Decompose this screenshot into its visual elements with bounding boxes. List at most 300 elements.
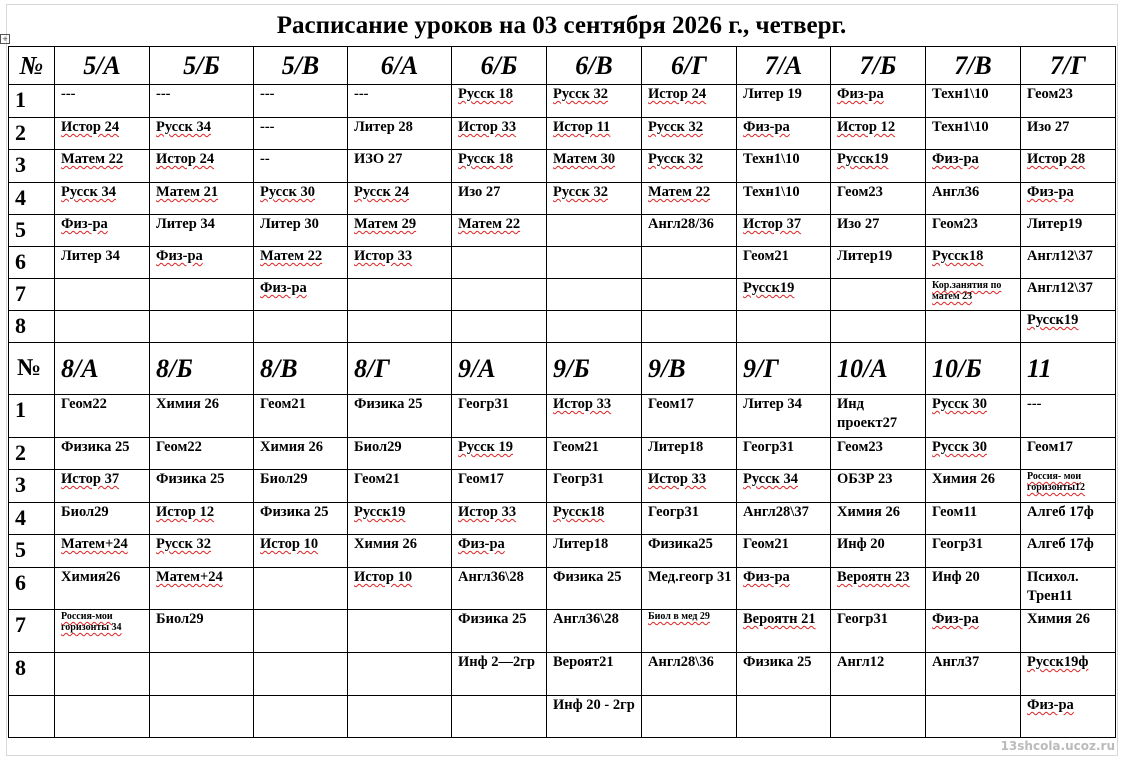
class-header: 9/А <box>452 343 547 395</box>
lesson-cell <box>1021 118 1116 150</box>
lesson-text: Биол29 <box>260 471 308 487</box>
lesson-number: 5 <box>9 535 55 568</box>
lesson-row <box>9 610 1116 653</box>
lesson-cell <box>1021 653 1116 696</box>
lesson-cell <box>150 438 254 470</box>
lesson-cell <box>926 215 1021 247</box>
watermark: 13shcola.ucoz.ru <box>1000 739 1115 753</box>
lesson-row <box>9 215 1116 247</box>
lesson-cell <box>254 279 348 311</box>
lesson-cell <box>737 279 831 311</box>
lesson-text: Физика 25 <box>156 471 225 487</box>
lesson-text: Истор 10 <box>354 569 413 585</box>
lesson-cell <box>452 503 547 535</box>
lesson-number <box>9 696 55 738</box>
lesson-text: Литер 28 <box>354 119 413 135</box>
lesson-text: Истор 28 <box>1027 151 1086 167</box>
lesson-text: Англ28\37 <box>743 504 809 520</box>
lesson-cell <box>55 568 150 610</box>
lesson-text: Истор 37 <box>61 471 120 487</box>
lesson-text: Англ12\37 <box>1027 248 1093 264</box>
lesson-text: Химия 26 <box>837 504 901 520</box>
lesson-text: Матем 22 <box>648 184 711 200</box>
lesson-cell <box>831 150 926 183</box>
lesson-cell <box>254 610 348 653</box>
lesson-cell <box>831 568 926 610</box>
lesson-cell <box>547 696 642 738</box>
lesson-cell <box>831 610 926 653</box>
lesson-text: Матем 30 <box>553 151 616 167</box>
lesson-text: Геогр31 <box>932 536 983 552</box>
lesson-cell <box>642 150 737 183</box>
lesson-text: Техн1\10 <box>932 119 989 135</box>
lesson-text: Истор 33 <box>648 471 707 487</box>
lesson-cell <box>926 568 1021 610</box>
lesson-cell <box>452 395 547 438</box>
lesson-cell <box>737 610 831 653</box>
lesson-text: Физ-ра <box>837 86 884 102</box>
lesson-text: Геом21 <box>743 248 789 264</box>
lesson-cell <box>737 118 831 150</box>
lesson-cell <box>348 535 452 568</box>
lesson-cell <box>348 311 452 343</box>
lesson-cell <box>348 215 452 247</box>
lesson-text: Техн1\10 <box>743 151 800 167</box>
lesson-text: Литер18 <box>553 536 609 552</box>
class-header: 8/Г <box>348 343 452 395</box>
lesson-cell <box>55 696 150 738</box>
lesson-text: Россия- мои горизонты12 <box>1027 471 1086 493</box>
lesson-text: Матем 22 <box>61 151 124 167</box>
lesson-text: Геом17 <box>648 396 694 412</box>
lesson-cell <box>348 653 452 696</box>
lesson-cell <box>1021 279 1116 311</box>
class-header: 11 <box>1021 343 1116 395</box>
lesson-text: Литер 34 <box>743 396 802 412</box>
lesson-cell <box>452 568 547 610</box>
lesson-cell <box>926 247 1021 279</box>
lesson-text: Химия 26 <box>1027 611 1091 627</box>
lesson-text: Физ-ра <box>932 151 979 167</box>
lesson-text: Кор.занятия по матем 23 <box>932 280 1002 302</box>
class-header: 6/Г <box>642 47 737 85</box>
lesson-text: Геогр31 <box>837 611 888 627</box>
class-header: 10/А <box>831 343 926 395</box>
lesson-cell <box>831 183 926 215</box>
lesson-cell <box>831 215 926 247</box>
lesson-number: 2 <box>9 118 55 150</box>
lesson-number: 7 <box>9 610 55 653</box>
lesson-text: Русск19ф <box>1027 654 1089 670</box>
lesson-text: Физ-ра <box>61 216 108 232</box>
lesson-text: Физика 25 <box>458 611 527 627</box>
lesson-text: Техн1\10 <box>932 86 989 102</box>
lesson-cell <box>926 696 1021 738</box>
lesson-cell <box>547 610 642 653</box>
lesson-cell <box>348 150 452 183</box>
lesson-cell <box>150 215 254 247</box>
lesson-text: Физ-ра <box>458 536 505 552</box>
lesson-text: Русск 34 <box>156 119 212 135</box>
lesson-cell <box>254 311 348 343</box>
lesson-text: Англ37 <box>932 654 980 670</box>
lesson-text: Англ12\37 <box>1027 280 1093 296</box>
lesson-cell <box>737 247 831 279</box>
lesson-cell <box>926 311 1021 343</box>
lesson-cell <box>150 247 254 279</box>
lesson-number: 2 <box>9 438 55 470</box>
lesson-cell <box>452 696 547 738</box>
lesson-cell <box>547 150 642 183</box>
lesson-cell <box>348 610 452 653</box>
lesson-text: Химия 26 <box>932 471 996 487</box>
class-header: 6/В <box>547 47 642 85</box>
lesson-cell <box>737 395 831 438</box>
lesson-text: Истор 12 <box>156 504 215 520</box>
lesson-text: --- <box>1027 396 1042 412</box>
lesson-cell <box>254 215 348 247</box>
lesson-cell <box>1021 183 1116 215</box>
lesson-text: Литер19 <box>1027 216 1083 232</box>
lesson-text: --- <box>156 86 171 102</box>
lesson-row <box>9 118 1116 150</box>
class-header: 7/В <box>926 47 1021 85</box>
lesson-text: Инф 20 <box>837 536 885 552</box>
lesson-cell <box>55 247 150 279</box>
lesson-text: Матем 29 <box>354 216 417 232</box>
lesson-cell <box>1021 535 1116 568</box>
lesson-cell <box>348 503 452 535</box>
lesson-text: Матем 21 <box>156 184 219 200</box>
lesson-cell <box>55 150 150 183</box>
lesson-cell <box>150 183 254 215</box>
lesson-cell <box>737 653 831 696</box>
lesson-text: Физ-ра <box>1027 184 1074 200</box>
lesson-text: Русск 34 <box>61 184 117 200</box>
lesson-text: Изо 27 <box>1027 119 1070 135</box>
lesson-cell <box>737 503 831 535</box>
class-header: 7/Г <box>1021 47 1116 85</box>
lesson-cell <box>254 395 348 438</box>
class-header: 6/А <box>348 47 452 85</box>
lesson-cell <box>547 118 642 150</box>
lesson-cell <box>642 247 737 279</box>
class-header: 7/А <box>737 47 831 85</box>
lesson-cell <box>348 395 452 438</box>
class-header: 6/Б <box>452 47 547 85</box>
lesson-text: Инф 20 <box>932 569 980 585</box>
lesson-cell <box>150 395 254 438</box>
lesson-cell <box>831 118 926 150</box>
lesson-number: 1 <box>9 85 55 118</box>
lesson-cell <box>642 311 737 343</box>
lesson-text: Физ-ра <box>260 280 307 296</box>
lesson-text: Русск 32 <box>553 184 609 200</box>
lesson-cell <box>452 311 547 343</box>
lesson-text: Геом21 <box>743 536 789 552</box>
lesson-number: 6 <box>9 568 55 610</box>
lesson-text: Геогр31 <box>648 504 699 520</box>
lesson-row <box>9 535 1116 568</box>
lesson-text: Химия 26 <box>260 439 324 455</box>
lesson-cell <box>348 118 452 150</box>
lesson-text: Инф 20 - 2гр <box>553 697 635 713</box>
lesson-cell <box>452 279 547 311</box>
lesson-cell <box>348 247 452 279</box>
lesson-cell <box>642 610 737 653</box>
lesson-cell <box>831 85 926 118</box>
lesson-text: Русск 32 <box>553 86 609 102</box>
lesson-text: Истор 33 <box>458 119 517 135</box>
class-header: 5/В <box>254 47 348 85</box>
lesson-number: 3 <box>9 470 55 503</box>
lesson-cell <box>452 85 547 118</box>
lesson-text: Физика 25 <box>553 569 622 585</box>
lesson-cell <box>150 568 254 610</box>
lesson-text: Инф 2—2гр <box>458 654 535 670</box>
lesson-cell <box>452 183 547 215</box>
lesson-cell <box>55 610 150 653</box>
lesson-cell <box>642 438 737 470</box>
lesson-text: Русск 32 <box>648 119 704 135</box>
lesson-text: Русск18 <box>553 504 605 520</box>
lesson-text: Литер18 <box>648 439 704 455</box>
lesson-cell <box>642 653 737 696</box>
lesson-cell <box>452 610 547 653</box>
lesson-text: Россия-мои горизонты 34 <box>61 611 122 633</box>
lesson-text: Англ28\36 <box>648 654 714 670</box>
lesson-cell <box>254 150 348 183</box>
lesson-cell <box>254 653 348 696</box>
class-header: 8/Б <box>150 343 254 395</box>
lesson-text: Истор 24 <box>61 119 120 135</box>
lesson-number: 8 <box>9 311 55 343</box>
lesson-row <box>9 395 1116 438</box>
lesson-cell <box>55 215 150 247</box>
lesson-cell <box>55 470 150 503</box>
lesson-text: Геом21 <box>553 439 599 455</box>
lesson-text: Химия 26 <box>354 536 418 552</box>
lesson-number: 3 <box>9 150 55 183</box>
lesson-cell <box>1021 503 1116 535</box>
lesson-cell <box>737 215 831 247</box>
lesson-text: Вероятн 21 <box>743 611 816 627</box>
lesson-text: Русск 30 <box>932 396 988 412</box>
lesson-cell <box>926 535 1021 568</box>
lesson-cell <box>348 438 452 470</box>
lesson-text: Химия 26 <box>156 396 220 412</box>
lesson-text: Мед.геогр 31 <box>648 569 732 585</box>
lesson-cell <box>254 438 348 470</box>
lesson-cell <box>348 183 452 215</box>
number-header: № <box>9 343 55 395</box>
lesson-text: Русск 34 <box>743 471 799 487</box>
lesson-cell <box>831 395 926 438</box>
lesson-cell <box>547 247 642 279</box>
lesson-cell <box>254 183 348 215</box>
lesson-number: 4 <box>9 503 55 535</box>
lesson-text: Геогр31 <box>458 396 509 412</box>
lesson-text: Физ-ра <box>743 569 790 585</box>
lesson-cell <box>254 85 348 118</box>
lesson-cell <box>452 470 547 503</box>
lesson-cell <box>55 535 150 568</box>
lesson-cell <box>55 311 150 343</box>
lesson-text: Русск 18 <box>458 151 514 167</box>
lesson-text: Геогр31 <box>743 439 794 455</box>
lesson-cell <box>547 395 642 438</box>
lesson-cell <box>926 118 1021 150</box>
lesson-cell <box>348 279 452 311</box>
lesson-text: Биол29 <box>61 504 109 520</box>
lesson-cell <box>254 118 348 150</box>
lesson-text: Геом23 <box>837 439 883 455</box>
class-header: 8/А <box>55 343 150 395</box>
lesson-row <box>9 85 1116 118</box>
lesson-row <box>9 696 1116 738</box>
lesson-text: Вероят21 <box>553 654 614 670</box>
lesson-cell <box>1021 610 1116 653</box>
anchor-icon: + <box>0 34 10 44</box>
lesson-cell <box>1021 311 1116 343</box>
lesson-cell <box>1021 568 1116 610</box>
lesson-cell <box>926 150 1021 183</box>
lesson-cell <box>1021 438 1116 470</box>
lesson-row <box>9 247 1116 279</box>
lesson-cell <box>150 610 254 653</box>
lesson-cell <box>348 470 452 503</box>
lesson-cell <box>737 568 831 610</box>
lesson-text: Геом22 <box>61 396 107 412</box>
lesson-cell <box>737 438 831 470</box>
page-title: Расписание уроков на 03 сентября 2026 г., четверг. <box>276 12 847 39</box>
lesson-text: Физика 25 <box>354 396 423 412</box>
lesson-text: Русск 32 <box>156 536 212 552</box>
lesson-cell <box>150 118 254 150</box>
lesson-cell <box>150 279 254 311</box>
lesson-text: Истор 12 <box>837 119 896 135</box>
number-header: № <box>9 47 55 85</box>
lesson-text: --- <box>260 86 275 102</box>
lesson-text: Техн1\10 <box>743 184 800 200</box>
class-header: 10/Б <box>926 343 1021 395</box>
lesson-cell <box>642 183 737 215</box>
lesson-text: Истор 24 <box>648 86 707 102</box>
lesson-text: Психол. Трен11 <box>1027 569 1079 604</box>
lesson-text: Химия26 <box>61 569 121 585</box>
lesson-cell <box>254 696 348 738</box>
lesson-cell <box>547 311 642 343</box>
lesson-row <box>9 150 1116 183</box>
lesson-cell <box>55 118 150 150</box>
lesson-cell <box>926 279 1021 311</box>
schedule-table <box>8 46 1116 738</box>
lesson-cell <box>831 279 926 311</box>
lesson-text: Физ-ра <box>1027 697 1074 713</box>
lesson-text: Русск19 <box>354 504 406 520</box>
lesson-cell <box>348 85 452 118</box>
lesson-text: Русск 32 <box>648 151 704 167</box>
lesson-text: --- <box>260 119 275 135</box>
lesson-text: Физ-ра <box>156 248 203 264</box>
lesson-text: Геогр31 <box>553 471 604 487</box>
lesson-cell <box>348 568 452 610</box>
lesson-text: Русск 24 <box>354 184 410 200</box>
lesson-text: Русск19 <box>1027 312 1079 328</box>
lesson-cell <box>737 150 831 183</box>
lesson-cell <box>926 610 1021 653</box>
lesson-cell <box>926 438 1021 470</box>
class-header: 5/Б <box>150 47 254 85</box>
lesson-cell <box>547 653 642 696</box>
lesson-text: Англ36\28 <box>553 611 619 627</box>
lesson-text: Русск 19 <box>458 439 514 455</box>
lesson-text: Литер 34 <box>156 216 215 232</box>
lesson-cell <box>452 215 547 247</box>
lesson-text: Физ-ра <box>932 611 979 627</box>
class-header: 9/В <box>642 343 737 395</box>
class-header: 5/А <box>55 47 150 85</box>
lesson-text: Англ28/36 <box>648 216 714 232</box>
lesson-text: Истор 11 <box>553 119 611 135</box>
lesson-cell <box>737 696 831 738</box>
lesson-cell <box>452 653 547 696</box>
lesson-text: Матем 22 <box>458 216 521 232</box>
lesson-cell <box>926 395 1021 438</box>
lesson-text: Русск 18 <box>458 86 514 102</box>
lesson-cell <box>254 503 348 535</box>
lesson-cell <box>150 311 254 343</box>
lesson-row <box>9 438 1116 470</box>
lesson-cell <box>55 183 150 215</box>
lesson-row <box>9 503 1116 535</box>
lesson-cell <box>150 696 254 738</box>
class-header: 7/Б <box>831 47 926 85</box>
lesson-cell <box>452 118 547 150</box>
lesson-text: Вероятн 23 <box>837 569 910 585</box>
lesson-cell <box>452 150 547 183</box>
lesson-cell <box>926 85 1021 118</box>
lesson-text: Геом21 <box>260 396 306 412</box>
lesson-row <box>9 653 1116 696</box>
lesson-cell <box>831 503 926 535</box>
lesson-text: Биол в мед 29 <box>648 611 710 622</box>
lesson-cell <box>55 85 150 118</box>
lesson-cell <box>642 395 737 438</box>
lesson-cell <box>547 279 642 311</box>
lesson-cell <box>254 568 348 610</box>
lesson-text: Матем 22 <box>260 248 323 264</box>
lesson-text: Биол29 <box>156 611 204 627</box>
lesson-cell <box>831 696 926 738</box>
lesson-text: ОБЗР 23 <box>837 471 893 487</box>
lesson-number: 4 <box>9 183 55 215</box>
lesson-cell <box>547 183 642 215</box>
lesson-cell <box>831 311 926 343</box>
lesson-cell <box>55 653 150 696</box>
lesson-text: Инд проект27 <box>837 396 898 431</box>
lesson-number: 8 <box>9 653 55 696</box>
lesson-text: Физика 25 <box>260 504 329 520</box>
lesson-text: --- <box>354 86 369 102</box>
lesson-cell <box>452 247 547 279</box>
lesson-cell <box>150 653 254 696</box>
lesson-row <box>9 470 1116 503</box>
lesson-number: 1 <box>9 395 55 438</box>
lesson-cell <box>831 535 926 568</box>
lesson-cell <box>642 535 737 568</box>
lesson-text: Изо 27 <box>458 184 501 200</box>
